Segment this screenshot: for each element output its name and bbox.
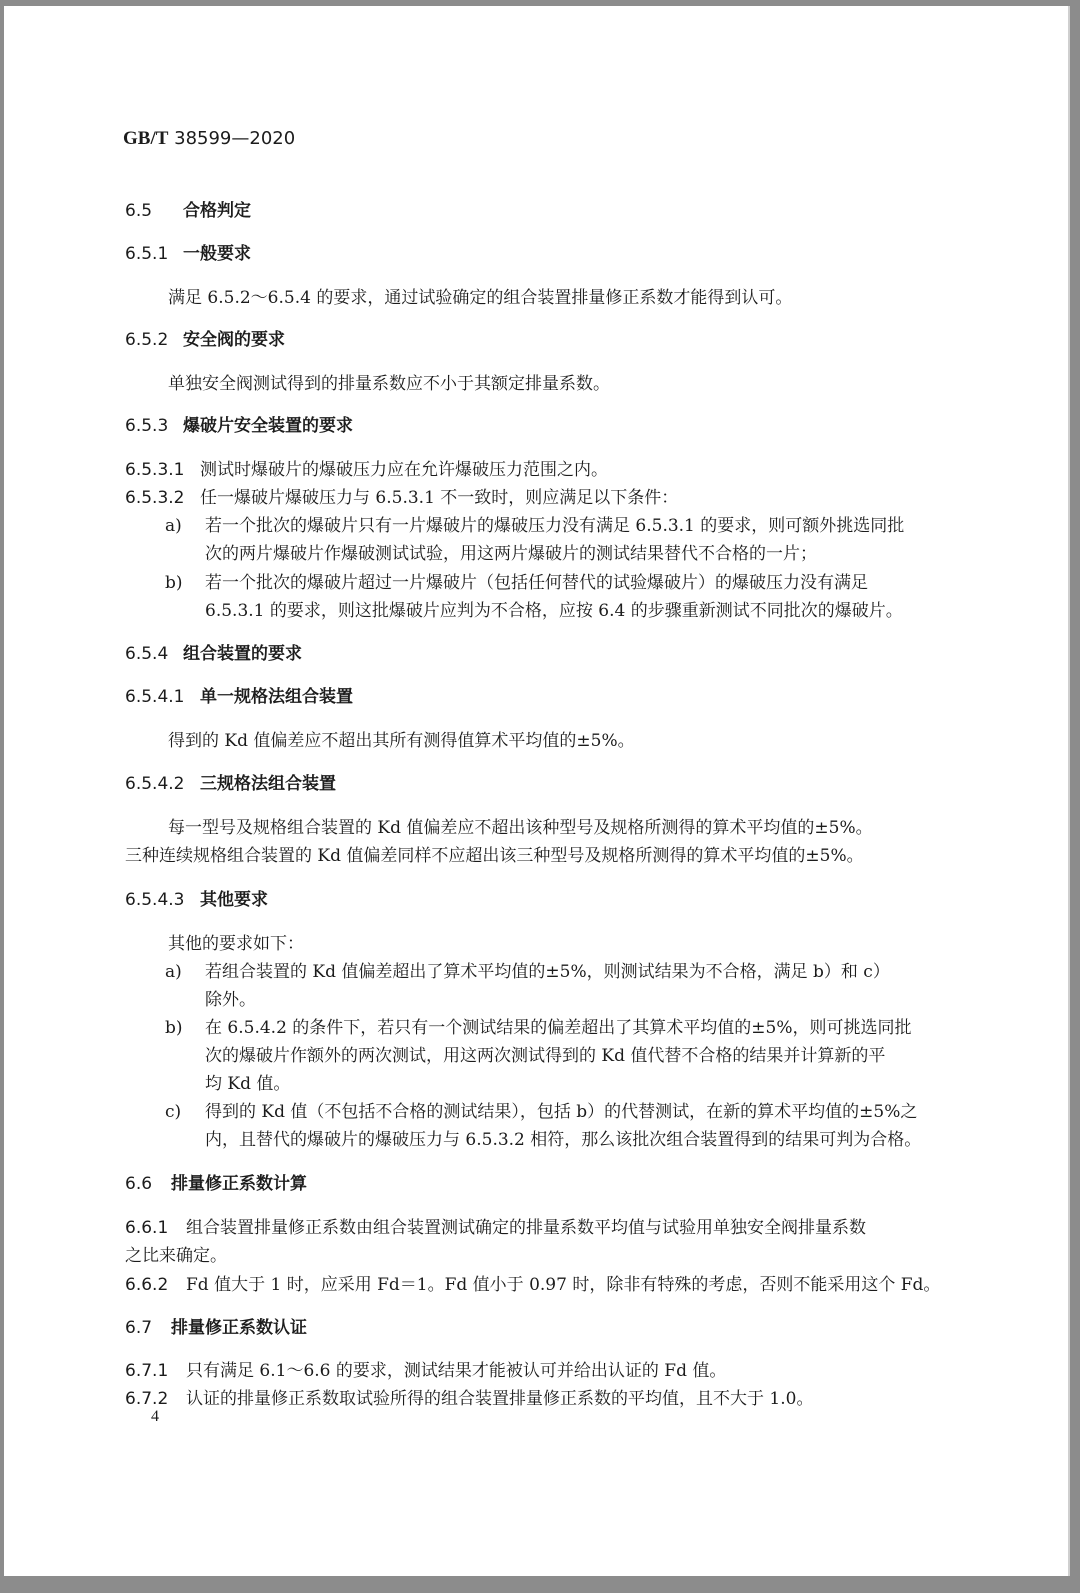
list-item-b-cont: 6.5.3.1 的要求，则这批爆破片应判为不合格，应按 6.4 的步骤重新测试不同批次的爆破片。 <box>205 601 903 621</box>
section-6-5-4-1-heading: 6.5.4.1 单一规格法组合装置 <box>125 687 353 707</box>
paragraph-6-5-4-1: 得到的 Kd 值偏差应不超出其所有测得值算术平均值的±5%。 <box>168 731 635 751</box>
list-item-a: a) 若组合装置的 Kd 值偏差超出了算术平均值的±5%，则测试结果为不合格，满足 b）和 c） <box>165 962 890 982</box>
paragraph-6-5-1: 满足 6.5.2～6.5.4 的要求，通过试验确定的组合装置排量修正系数才能得到认可。 <box>168 288 793 308</box>
section-6-5-3-heading: 6.5.3 爆破片安全装置的要求 <box>125 416 353 436</box>
section-6-6-heading: 6.6 排量修正系数计算 <box>125 1174 307 1194</box>
section-6-5-4-2-heading: 6.5.4.2 三规格法组合装置 <box>125 774 336 794</box>
document-header: GB/T 38599—2020 <box>123 128 296 149</box>
paragraph-6-5-3-1: 6.5.3.1 测试时爆破片的爆破压力应在允许爆破压力范围之内。 <box>125 460 608 480</box>
paragraph-6-5-4-2-line2: 三种连续规格组合装置的 Kd 值偏差同样不应超出该三种型号及规格所测得的算术平均值的±5%。 <box>125 846 864 866</box>
list-item-b-cont: 次的爆破片作额外的两次测试，用这两次测试得到的 Kd 值代替不合格的结果并计算新的平 <box>205 1046 886 1066</box>
section-6-5-1-heading: 6.5.1 一般要求 <box>125 244 251 264</box>
paragraph-6-6-1: 6.6.1 组合装置排量修正系数由组合装置测试确定的排量系数平均值与试验用单独安全阀排量系数 <box>125 1218 866 1238</box>
paragraph-6-5-4-3-intro: 其他的要求如下： <box>168 934 304 954</box>
paragraph-6-5-3-2: 6.5.3.2 任一爆破片爆破压力与 6.5.3.1 不一致时，则应满足以下条件： <box>125 488 679 508</box>
section-6-5-heading: 6.5 合格判定 <box>125 201 251 221</box>
list-item-b-cont: 均 Kd 值。 <box>205 1074 291 1094</box>
section-6-7-heading: 6.7 排量修正系数认证 <box>125 1318 307 1338</box>
list-item-c: c) 得到的 Kd 值（不包括不合格的测试结果），包括 b）的代替测试，在新的算术平均值的±5%之 <box>165 1102 918 1122</box>
list-item-a: a) 若一个批次的爆破片只有一片爆破片的爆破压力没有满足 6.5.3.1 的要求，则可额外挑选同批 <box>165 516 905 536</box>
paragraph-6-7-1: 6.7.1 只有满足 6.1～6.6 的要求，测试结果才能被认可并给出认证的 Fd 值。 <box>125 1361 727 1381</box>
section-6-5-2-heading: 6.5.2 安全阀的要求 <box>125 330 285 350</box>
list-item-a-cont: 次的两片爆破片作爆破测试试验，用这两片爆破片的测试结果替代不合格的一片； <box>205 544 817 564</box>
list-item-b: b) 若一个批次的爆破片超过一片爆破片（包括任何替代的试验爆破片）的爆破压力没有满足 <box>165 573 868 593</box>
list-item-b: b) 在 6.5.4.2 的条件下，若只有一个测试结果的偏差超出了其算术平均值的±5%，则可挑选同批 <box>165 1018 912 1038</box>
paragraph-6-6-1-cont: 之比来确定。 <box>125 1246 227 1266</box>
paragraph-6-5-2: 单独安全阀测试得到的排量系数应不小于其额定排量系数。 <box>168 374 610 394</box>
page-number: 4 <box>151 1408 159 1425</box>
paragraph-6-7-2: 6.7.2 认证的排量修正系数取试验所得的组合装置排量修正系数的平均值，且不大于 1.0。 <box>125 1389 814 1409</box>
list-item-c-cont: 内，且替代的爆破片的爆破压力与 6.5.3.2 相符，那么该批次组合装置得到的结果可判为合格。 <box>205 1130 922 1150</box>
paragraph-6-6-2: 6.6.2 Fd 值大于 1 时，应采用 Fd＝1。Fd 值小于 0.97 时，除非有特殊的考虑，否则不能采用这个 Fd。 <box>125 1275 941 1295</box>
section-6-5-4-3-heading: 6.5.4.3 其他要求 <box>125 890 268 910</box>
paragraph-6-5-4-2-line1: 每一型号及规格组合装置的 Kd 值偏差应不超出该种型号及规格所测得的算术平均值的±5%。 <box>168 818 873 838</box>
section-6-5-4-heading: 6.5.4 组合装置的要求 <box>125 644 302 664</box>
list-item-a-cont: 除外。 <box>205 990 256 1010</box>
